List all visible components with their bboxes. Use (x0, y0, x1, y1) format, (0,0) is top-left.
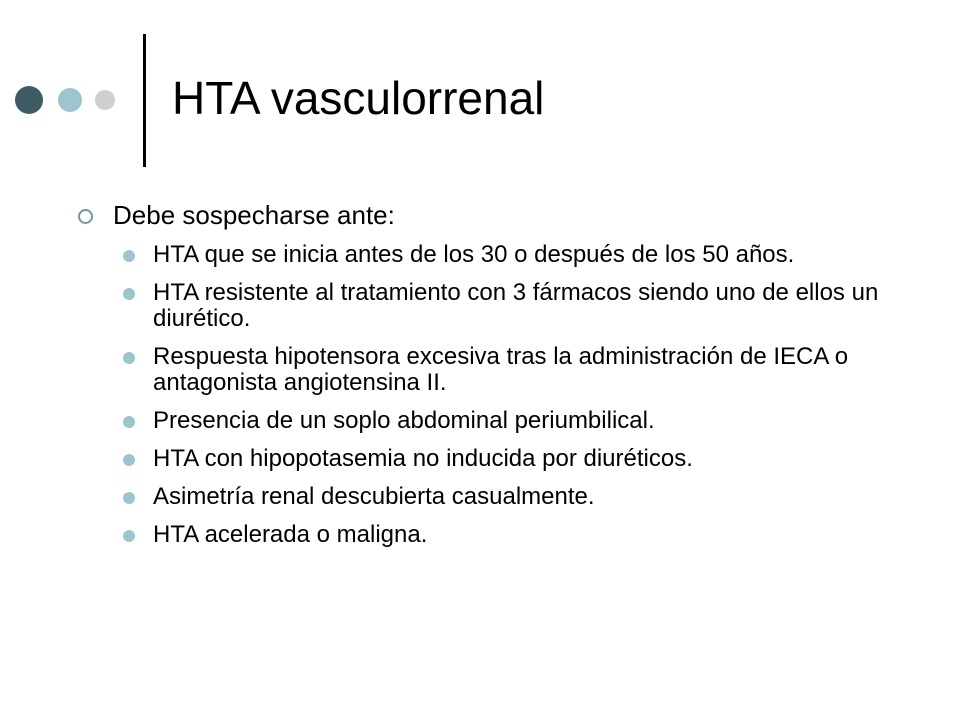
dot-gray-icon (95, 90, 115, 110)
round-bullet-icon (123, 288, 135, 300)
ring-bullet-icon (78, 209, 93, 224)
slide-body (78, 198, 898, 560)
list-item (153, 408, 898, 434)
round-bullet-icon (123, 352, 135, 364)
slide-title: HTA vasculorrenal (172, 72, 545, 124)
criteria-list (78, 242, 898, 548)
list-item (153, 446, 898, 472)
heading-item (78, 198, 898, 232)
round-bullet-icon (123, 250, 135, 262)
dot-teal-icon (58, 88, 82, 112)
round-bullet-icon (123, 530, 135, 542)
round-bullet-icon (123, 454, 135, 466)
list-item (153, 242, 898, 268)
title-divider (143, 34, 146, 167)
list-item-text: Asimetría renal descubierta casualmente. (153, 483, 595, 510)
heading-text: Debe sospecharse ante: (113, 200, 395, 230)
list-item (153, 522, 898, 548)
round-bullet-icon (123, 492, 135, 504)
list-item (153, 280, 898, 332)
list-item-text: HTA acelerada o maligna. (153, 521, 428, 548)
list-item-text: Respuesta hipotensora excesiva tras la administración de IECA o antagonista angiotensina II. (153, 343, 849, 396)
list-item (153, 484, 898, 510)
list-item-text: Presencia de un soplo abdominal periumbilical. (153, 407, 655, 434)
round-bullet-icon (123, 416, 135, 428)
decorative-dots (0, 0, 140, 200)
list-item (153, 344, 898, 396)
list-item-text: HTA que se inicia antes de los 30 o después de los 50 años. (153, 241, 795, 268)
list-item-text: HTA con hipopotasemia no inducida por diuréticos. (153, 445, 693, 472)
list-item-text: HTA resistente al tratamiento con 3 fármacos siendo uno de ellos un diurético. (153, 279, 879, 332)
dot-dark-icon (15, 86, 43, 114)
